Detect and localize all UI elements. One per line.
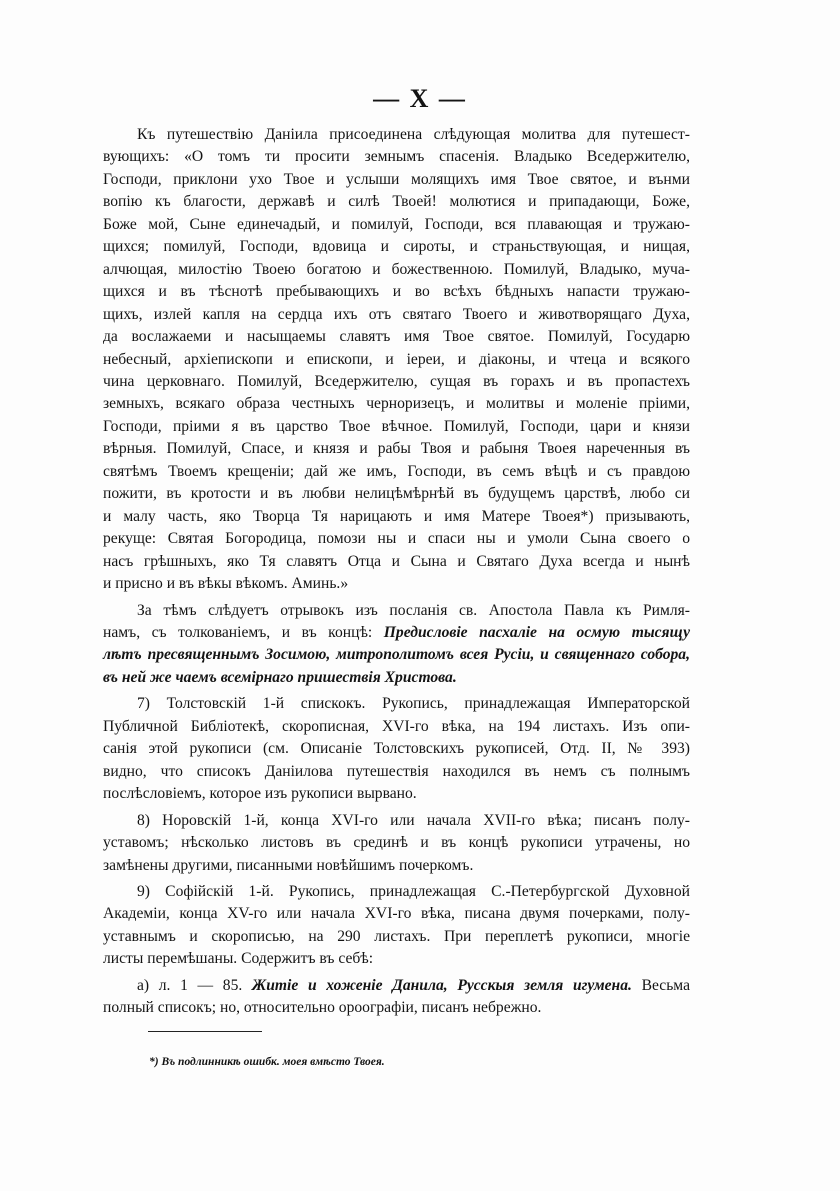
text-line: и присно и въ вѣкы вѣкомъ. Аминь.» (103, 575, 349, 593)
text-line: 9) Софійскій 1-й. Рукопись, принадлежащая С.-Петербургской Духовной (137, 882, 690, 900)
text-line: листы перемѣшаны. Содержитъ въ себѣ: (103, 950, 374, 968)
text-line: алчющая, милостію Твоею богатою и божественною. Помилуй, Владыко, муча- (103, 260, 690, 278)
paragraph-sofia (103, 881, 690, 971)
text-line: вующихъ: «О томъ ти просити земнымъ спасенія. Владыко Вседержителю, (103, 148, 690, 166)
text-line: насъ грѣшныхъ, яко Тя славятъ Отца и Сына и Святаго Духа всегда и нынѣ (103, 552, 690, 570)
text-line: небесный, архіепископи и епископи, и іереи, и діаконы, и чтеца и всякого (103, 350, 690, 368)
text-line: Боже мой, Сыне единечадый, и помилуй, Господи, вся плавающая и тружаю- (103, 215, 690, 233)
text-line (103, 975, 690, 997)
text-line: Господи, пріими я въ царство Твое вѣчное. Помилуй, Господи, цари и князи (103, 417, 690, 435)
text-line: За тѣмъ слѣдуетъ отрывокъ изъ посланія св. Апостола Павла къ Римля- (137, 601, 690, 619)
text-line: пожити, въ кротости и въ любви нелицѣмѣрнѣй въ будущемъ царствѣ, любо си (103, 485, 690, 503)
text-line: санія этой рукописи (см. Описаніе Толстовскихъ рукописей, Отд. II, № 393) (103, 740, 690, 758)
text-line: видно, что списокъ Даніилова путешествія находился въ немъ съ полнымъ (103, 762, 690, 780)
text-line: Академіи, конца XV-го или начала XVI-го вѣка, писана двумя почерками, полу- (103, 905, 690, 923)
text-line (103, 622, 690, 644)
text-line: святѣмъ Твоемъ крещеніи; дай же имъ, Господи, въ семъ вѣцѣ и съ правдою (103, 462, 690, 480)
text-line: послѣсловіемъ, которое изъ рукописи вырвано. (103, 785, 417, 803)
paragraph-epistle (103, 600, 690, 690)
text-line: щихся; помилуй, Господи, вдовица и сироты, и страньствующая, и нищая, (103, 238, 690, 256)
footnote: *) Въ подлинникѣ ошибк. моея вмѣсто Твоея. (149, 1056, 385, 1068)
text-fragment: намъ, съ толкованіемъ, и въ концѣ: (103, 623, 373, 641)
page-number: — X — (373, 84, 467, 113)
paragraph-prayer (103, 124, 690, 596)
text-line: да вослажаеми и насыщаемы славятъ имя Твое святое. Помилуй, Государю (103, 328, 690, 346)
text-line: Къ путешествію Даніила присоединена слѣдующая молитва для путешест- (137, 126, 690, 143)
paragraph-norov (103, 810, 690, 877)
text-line: въ ней же чаемъ всемірнаго пришествія Христова. (103, 668, 457, 686)
text-line: 8) Норовскій 1-й, конца XVI-го или начала XVII-го вѣка; писанъ полу- (137, 811, 690, 829)
item-lead: а) л. 1 — 85. (137, 976, 243, 994)
text-line: вопію къ благости, державѣ и силѣ Твоей! молютися и припадающи, Боже, (103, 193, 690, 211)
text-line: замѣнены другими, писанными новѣйшимъ почеркомъ. (103, 856, 474, 874)
text-line: земныхъ, всякаго образа честныхъ черноризецъ, и молитвы и моленіе пріими, (103, 395, 690, 413)
text-fragment: Весьма (641, 976, 690, 994)
italic-title: Житіе и хоженіе Данила, Русскыя земля игумена. (251, 976, 632, 994)
text-line: и малу часть, яко Творца Тя нарицають и имя Матере Твоея*) призывають, (103, 507, 690, 525)
text-line: уставомъ; нѣсколько листовъ въ срединѣ и въ концѣ рукописи утрачены, но (103, 834, 690, 852)
paragraph-tolstoy (103, 693, 690, 805)
text-line: щихся и въ тѣснотѣ пребывающихъ и во всѣхъ бѣдныхъ напасти тружаю- (103, 283, 690, 301)
text-line: чина церковнаго. Помилуй, Вседержителю, сущая въ горахъ и въ пропастехъ (103, 372, 690, 390)
text-line: Господи, приклони ухо Твое и услыши молящихъ имя Твое святое, и вънми (103, 170, 690, 188)
text-line: уставнымъ и скорописью, на 290 листахъ. При переплетѣ рукописи, многіе (103, 927, 690, 945)
text-line: вѣрныя. Помилуй, Спасе, и князя и рабы Твоя и рабыня Твоея нареченныя въ (103, 440, 690, 458)
paragraph-item-a (103, 975, 690, 1020)
footnote-divider (148, 1031, 262, 1032)
text-line: рекуще: Святая Богородица, помози ны и спаси ны и умоли Сына своего о (103, 530, 690, 548)
text-line: лѣтъ пресвященнымъ Зосимою, митрополитомъ всея Русіи, и священнаго собора, (103, 646, 690, 664)
italic-title: Предисловіе пасхаліе на осмую тысящу (383, 623, 690, 641)
text-line: Публичной Библіотекѣ, скорописная, XVI-го вѣка, на 194 листахъ. Изъ опи- (103, 717, 690, 735)
text-line: 7) Толстовскій 1-й спискокъ. Рукопись, принадлежащая Императорской (137, 695, 690, 713)
text-line: щихъ, излей капля на сердца ихъ отъ святаго Твоего и животворящаго Духа, (103, 305, 690, 323)
main-text (103, 124, 690, 1020)
text-line: полный списокъ; но, относительно ороографіи, писанъ небрежно. (103, 999, 542, 1017)
